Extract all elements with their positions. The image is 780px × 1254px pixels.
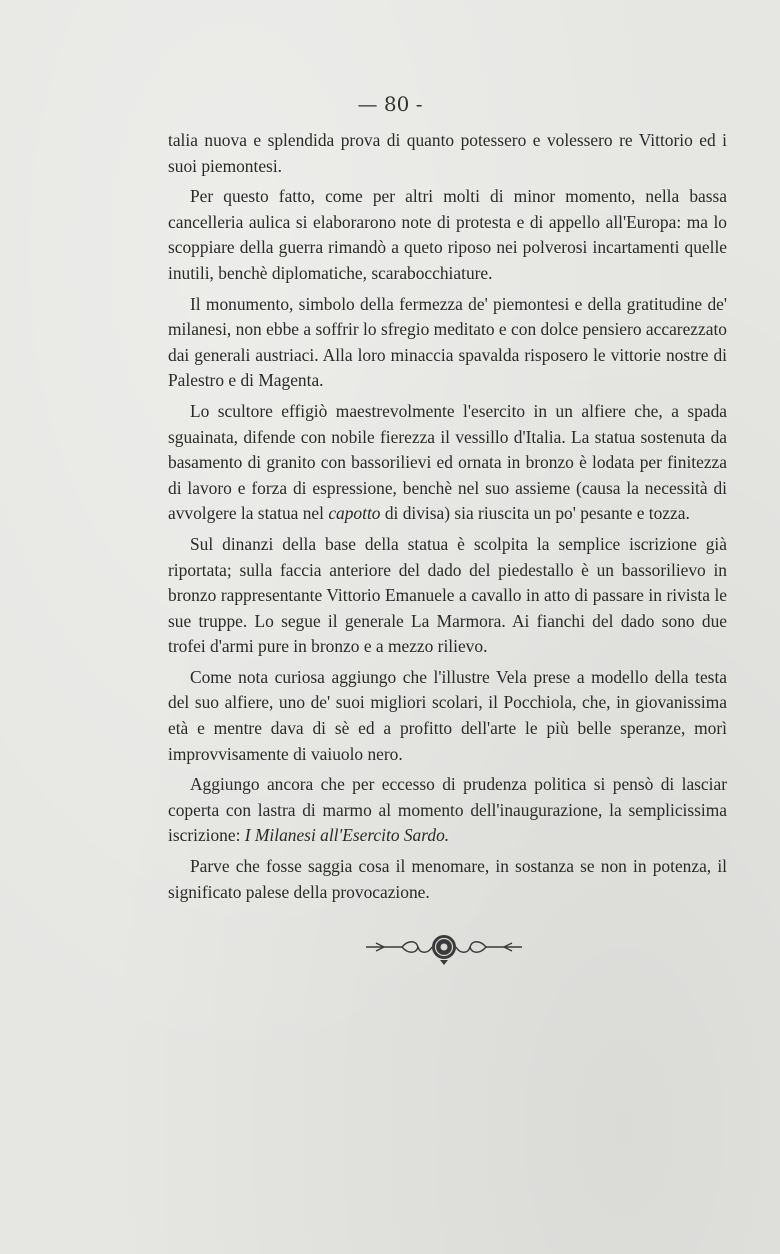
fleuron-divider-icon (362, 928, 526, 966)
paragraph: talia nuova e splendida prova di quanto potessero e volessero re Vittorio ed i suoi piemontesi. (168, 130, 727, 176)
paragraph (168, 772, 727, 849)
paragraph: Il monumento, simbolo della fermezza de' piemontesi e della gratitudine de' milanesi, non ebbe a soffrir lo sfregio meditato e con dolce pensiero accarezzato dai generali austriaci. Alla loro minaccia spavalda risposero le vittorie nostre di Palestro e di Magenta. (168, 293, 727, 391)
paragraph: Sul dinanzi della base della statua è scolpita la semplice iscrizione già riportata; sulla faccia anteriore del dado del piedestallo è un bassorilievo in bronzo rappresentante Vittorio Emanuele a cavallo in atto di passare in rivista le sue truppe. Lo segue il generale La Marmora. Ai fianchi del dado sono due trofei d'armi pure in bronzo e a mezzo rilievo. (168, 533, 727, 657)
paragraph (168, 399, 727, 527)
body-text (168, 128, 727, 910)
paragraph-text: di divisa) sia riuscita un po' pesante e tozza. (380, 503, 690, 524)
paragraph: Per questo fatto, come per altri molti di minor momento, nella bassa cancelleria aulica si elaborarono note di protesta e di appello all'Europa: ma lo scoppiare della guerra rimandò a queto riposo nei polverosi incartamenti quelle inutili, benchè diplomatiche, scarabocchiature. (168, 186, 727, 283)
paragraph: Parve che fosse saggia cosa il menomare, in sostanza se non in potenza, il significato palese della provocazione. (168, 856, 727, 902)
italic-word: capotto (328, 503, 381, 524)
paragraph-text: Aggiungo ancora che per eccesso di prudenza politica si pensò di lasciar coperta con lastra di marmo al momento dell'inaugurazione, la semplicissima iscrizione: (168, 774, 727, 846)
paragraph: Come nota curiosa aggiungo che l'illustre Vela prese a modello della testa del suo alfiere, uno de' suoi migliori scolari, il Pocchiola, che, in giovanissima età e mentre dava di sè ed a profitto dell'arte le più belle speranze, morì improvvisamente di vaiuolo nero. (168, 666, 727, 764)
italic-inscription: I Milanesi all'Esercito Sardo. (244, 825, 450, 846)
page-number: — 80 - (357, 92, 423, 116)
paragraph-text: Lo scultore effigiò maestrevolmente l'esercito in un alfiere che, a spada sguainata, difende con nobile fierezza il vessillo d'Italia. La statua sostenuta da basamento di granito con bassorilievi ed ornata in bronzo è lodata per finitezza di lavoro e forza di espressione, benchè nel suo assieme (causa la necessità di avvolgere la statua nel (168, 400, 727, 524)
